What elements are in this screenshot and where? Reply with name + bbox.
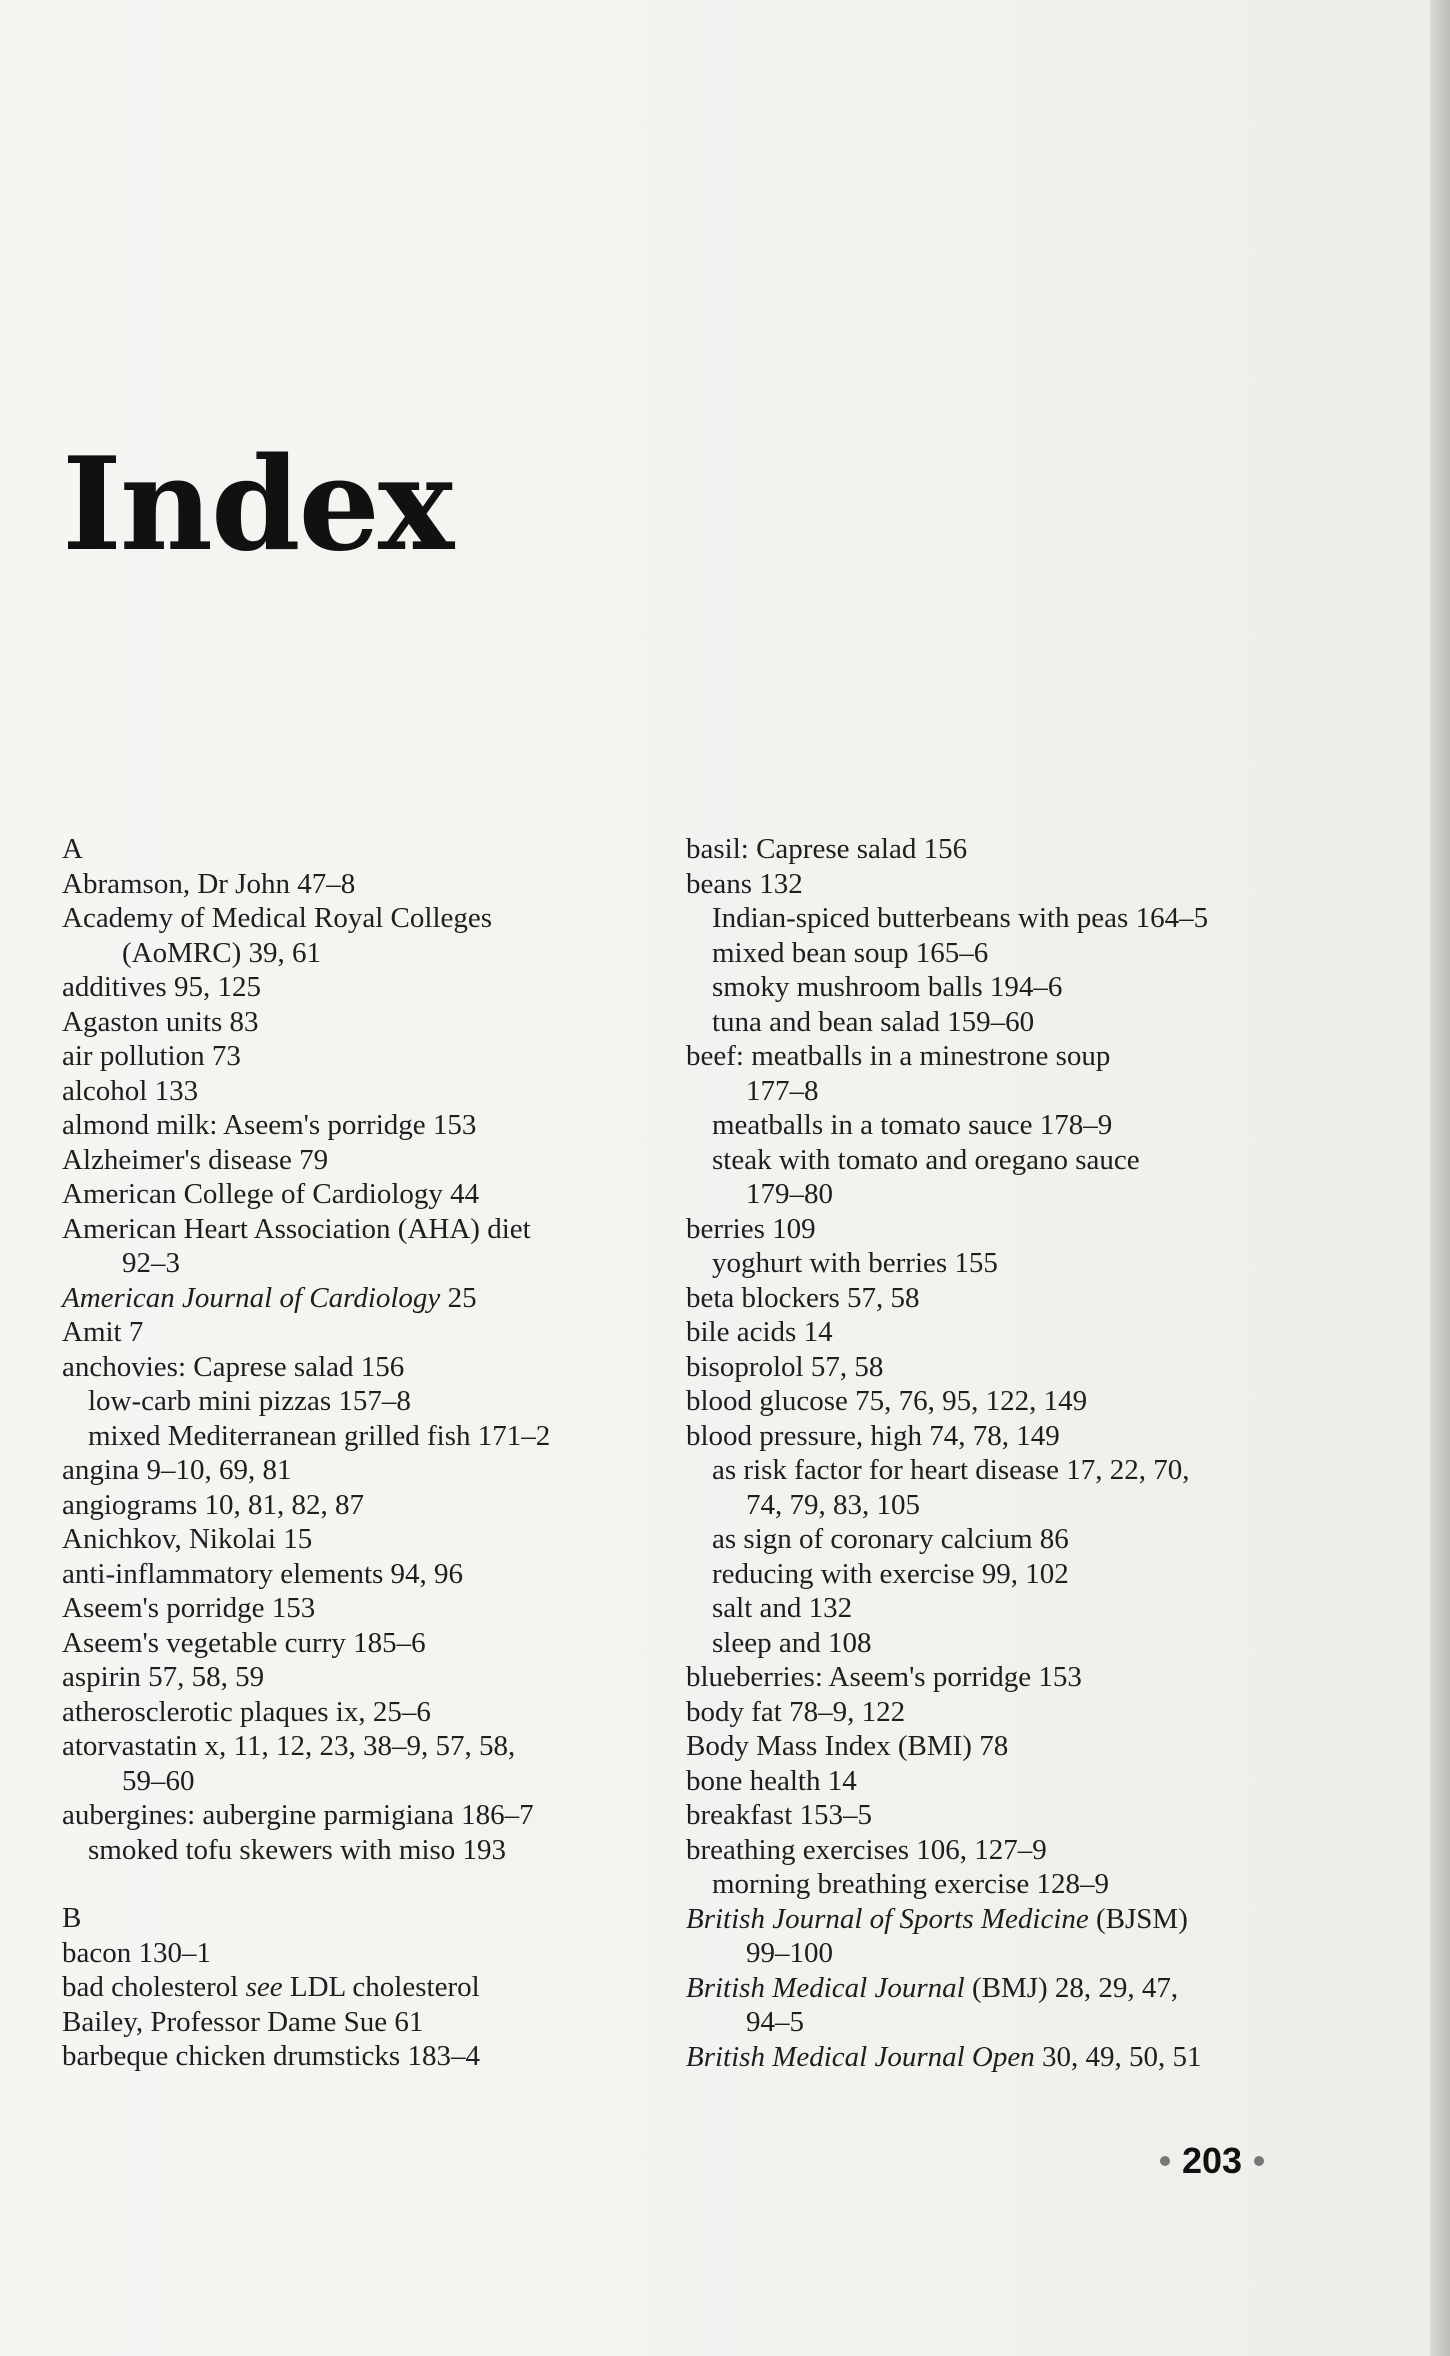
index-entry: American College of Cardiology 44 bbox=[62, 1178, 480, 1210]
index-entry: blood pressure, high 74, 78, 149 bbox=[686, 1419, 1060, 1452]
index-entry: Aseem's porridge 153 bbox=[62, 1592, 316, 1624]
index-entry bbox=[686, 1971, 1286, 2006]
index-entry: 74, 79, 83, 105 bbox=[746, 1488, 920, 1521]
index-entry: breakfast 153–5 bbox=[686, 1799, 873, 1831]
entry-title-italic: British Medical Journal bbox=[686, 1971, 965, 2004]
index-entry: Indian-spiced butterbeans with peas 164–5 bbox=[712, 902, 1209, 934]
index-entry: 99–100 bbox=[746, 1937, 833, 1969]
index-entry: sleep and 108 bbox=[712, 1626, 872, 1659]
page-heading: Index bbox=[62, 430, 453, 580]
index-entry: blood glucose 75, 76, 95, 122, 149 bbox=[686, 1385, 1088, 1417]
index-entry: mixed Mediterranean grilled fish 171–2 bbox=[88, 1419, 551, 1452]
index-entry: Alzheimer's disease 79 bbox=[62, 1143, 329, 1176]
index-entry: Body Mass Index (BMI) 78 bbox=[686, 1730, 1009, 1762]
entry-pages: 30, 49, 50, 51 bbox=[1034, 2040, 1202, 2073]
entry-text: LDL cholesterol bbox=[282, 1971, 480, 2003]
index-entry: B bbox=[62, 1902, 82, 1934]
index-entry: body fat 78–9, 122 bbox=[686, 1695, 906, 1728]
index-entry: bone health 14 bbox=[686, 1764, 857, 1797]
entry-title-italic: American Journal of Cardiology bbox=[62, 1281, 441, 1314]
index-entry: angiograms 10, 81, 82, 87 bbox=[62, 1488, 365, 1521]
page-number-text: 203 bbox=[1182, 2140, 1243, 2181]
index-entry: 179–80 bbox=[746, 1178, 833, 1210]
index-entry: Anichkov, Nikolai 15 bbox=[62, 1523, 313, 1555]
index-entry: beta blockers 57, 58 bbox=[686, 1281, 920, 1314]
index-entry: as risk factor for heart disease 17, 22, 70, bbox=[712, 1454, 1190, 1486]
index-entry: alcohol 133 bbox=[62, 1074, 199, 1107]
index-entry: berries 109 bbox=[686, 1212, 816, 1245]
section-gap bbox=[62, 1867, 662, 1901]
index-entry: Agaston units 83 bbox=[62, 1005, 259, 1038]
index-entry: American Heart Association (AHA) diet bbox=[62, 1212, 531, 1245]
index-entry bbox=[686, 2040, 1286, 2075]
index-entry: atorvastatin x, 11, 12, 23, 38–9, 57, 58, bbox=[62, 1730, 516, 1762]
page-number bbox=[1160, 2140, 1264, 2182]
index-entry: angina 9–10, 69, 81 bbox=[62, 1454, 292, 1486]
index-entry: as sign of coronary calcium 86 bbox=[712, 1523, 1069, 1555]
index-entry: anchovies: Caprese salad 156 bbox=[62, 1350, 405, 1383]
index-entry: breathing exercises 106, 127–9 bbox=[686, 1833, 1047, 1866]
index-entry: 92–3 bbox=[122, 1247, 180, 1279]
index-entry: air pollution 73 bbox=[62, 1040, 241, 1072]
index-entry: meatballs in a tomato sauce 178–9 bbox=[712, 1109, 1113, 1141]
index-entry: yoghurt with berries 155 bbox=[712, 1247, 998, 1279]
index-entry: Academy of Medical Royal Colleges bbox=[62, 902, 493, 934]
index-entry: bacon 130–1 bbox=[62, 1936, 211, 1969]
index-entry: mixed bean soup 165–6 bbox=[712, 936, 989, 969]
index-entry: blueberries: Aseem's porridge 153 bbox=[686, 1661, 1082, 1693]
index-entry bbox=[686, 1902, 1286, 1937]
index-entry: smoked tofu skewers with miso 193 bbox=[88, 1833, 507, 1866]
folio-dot-icon bbox=[1160, 2156, 1170, 2166]
index-entry: barbeque chicken drumsticks 183–4 bbox=[62, 2040, 480, 2072]
folio-dot-icon bbox=[1254, 2156, 1264, 2166]
index-entry: almond milk: Aseem's porridge 153 bbox=[62, 1109, 477, 1141]
entry-pages: (BMJ) 28, 29, 47, bbox=[964, 1971, 1179, 2004]
entry-pages: 25 bbox=[440, 1281, 477, 1314]
index-entry: 59–60 bbox=[122, 1764, 195, 1797]
index-entry: steak with tomato and oregano sauce bbox=[712, 1143, 1140, 1176]
index-entry bbox=[62, 1281, 662, 1316]
index-column-left bbox=[62, 832, 662, 2074]
index-entry: tuna and bean salad 159–60 bbox=[712, 1005, 1035, 1038]
index-entry: 94–5 bbox=[746, 2006, 804, 2038]
index-entry: smoky mushroom balls 194–6 bbox=[712, 971, 1063, 1003]
index-entry: (AoMRC) 39, 61 bbox=[122, 936, 321, 969]
index-entry: salt and 132 bbox=[712, 1592, 853, 1624]
index-entry: basil: Caprese salad 156 bbox=[686, 833, 968, 865]
index-entry bbox=[62, 1970, 662, 2005]
index-entry: bile acids 14 bbox=[686, 1316, 833, 1348]
index-entry: atherosclerotic plaques ix, 25–6 bbox=[62, 1695, 431, 1728]
entry-title-italic: British Journal of Sports Medicine bbox=[686, 1902, 1089, 1935]
see-reference: see bbox=[245, 1971, 283, 2003]
index-entry: 177–8 bbox=[746, 1074, 819, 1107]
page-edge bbox=[1430, 0, 1450, 2356]
index-entry: Abramson, Dr John 47–8 bbox=[62, 867, 356, 900]
index-column-right bbox=[686, 832, 1286, 2074]
index-entry: low-carb mini pizzas 157–8 bbox=[88, 1385, 411, 1417]
index-entry: morning breathing exercise 128–9 bbox=[712, 1868, 1110, 1900]
index-entry: A bbox=[62, 833, 83, 865]
index-entry: reducing with exercise 99, 102 bbox=[712, 1557, 1069, 1590]
index-entry: aubergines: aubergine parmigiana 186–7 bbox=[62, 1799, 534, 1831]
entry-text: bad cholesterol bbox=[62, 1971, 246, 2003]
entry-title-italic: British Medical Journal Open bbox=[686, 2040, 1035, 2073]
index-entry: Amit 7 bbox=[62, 1316, 144, 1348]
index-entry: additives 95, 125 bbox=[62, 971, 261, 1003]
index-entry: aspirin 57, 58, 59 bbox=[62, 1661, 265, 1693]
entry-pages: (BJSM) bbox=[1088, 1902, 1188, 1935]
index-entry: beans 132 bbox=[686, 867, 803, 900]
index-entry: Aseem's vegetable curry 185–6 bbox=[62, 1626, 426, 1659]
index-entry: Bailey, Professor Dame Sue 61 bbox=[62, 2005, 424, 2038]
index-entry: anti-inflammatory elements 94, 96 bbox=[62, 1557, 464, 1590]
index-entry: bisoprolol 57, 58 bbox=[686, 1350, 884, 1383]
index-entry: beef: meatballs in a minestrone soup bbox=[686, 1040, 1111, 1072]
